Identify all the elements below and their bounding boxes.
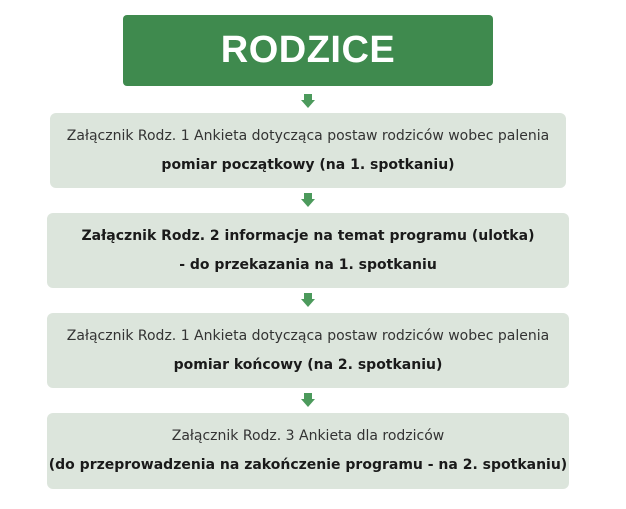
step-2-title: Załącznik Rodz. 2 informacje na temat programu (ulotka) xyxy=(81,227,535,244)
step-1-detail: pomiar początkowy (na 1. spotkaniu) xyxy=(161,156,455,173)
step-box-3 xyxy=(47,313,569,388)
step-3-detail: pomiar końcowy (na 2. spotkaniu) xyxy=(173,356,443,373)
down-arrow-icon xyxy=(301,393,315,407)
step-box-4 xyxy=(47,413,569,489)
step-box-1 xyxy=(50,113,566,188)
down-arrow-icon xyxy=(301,293,315,307)
page-title: RODZICE xyxy=(220,29,396,71)
step-1-title: Załącznik Rodz. 1 Ankieta dotycząca postaw rodziców wobec palenia xyxy=(66,127,550,144)
step-box-2 xyxy=(47,213,569,288)
step-4-detail: (do przeprowadzenia na zakończenie programu - na 2. spotkaniu) xyxy=(48,457,568,473)
step-2-detail: - do przekazania na 1. spotkaniu xyxy=(179,256,437,273)
step-3-title: Załącznik Rodz. 1 Ankieta dotycząca postaw rodziców wobec palenia xyxy=(66,327,550,344)
down-arrow-icon xyxy=(301,94,315,108)
down-arrow-icon xyxy=(301,193,315,207)
step-4-title: Załącznik Rodz. 3 Ankieta dla rodziców xyxy=(171,428,445,444)
header-box xyxy=(123,15,493,86)
